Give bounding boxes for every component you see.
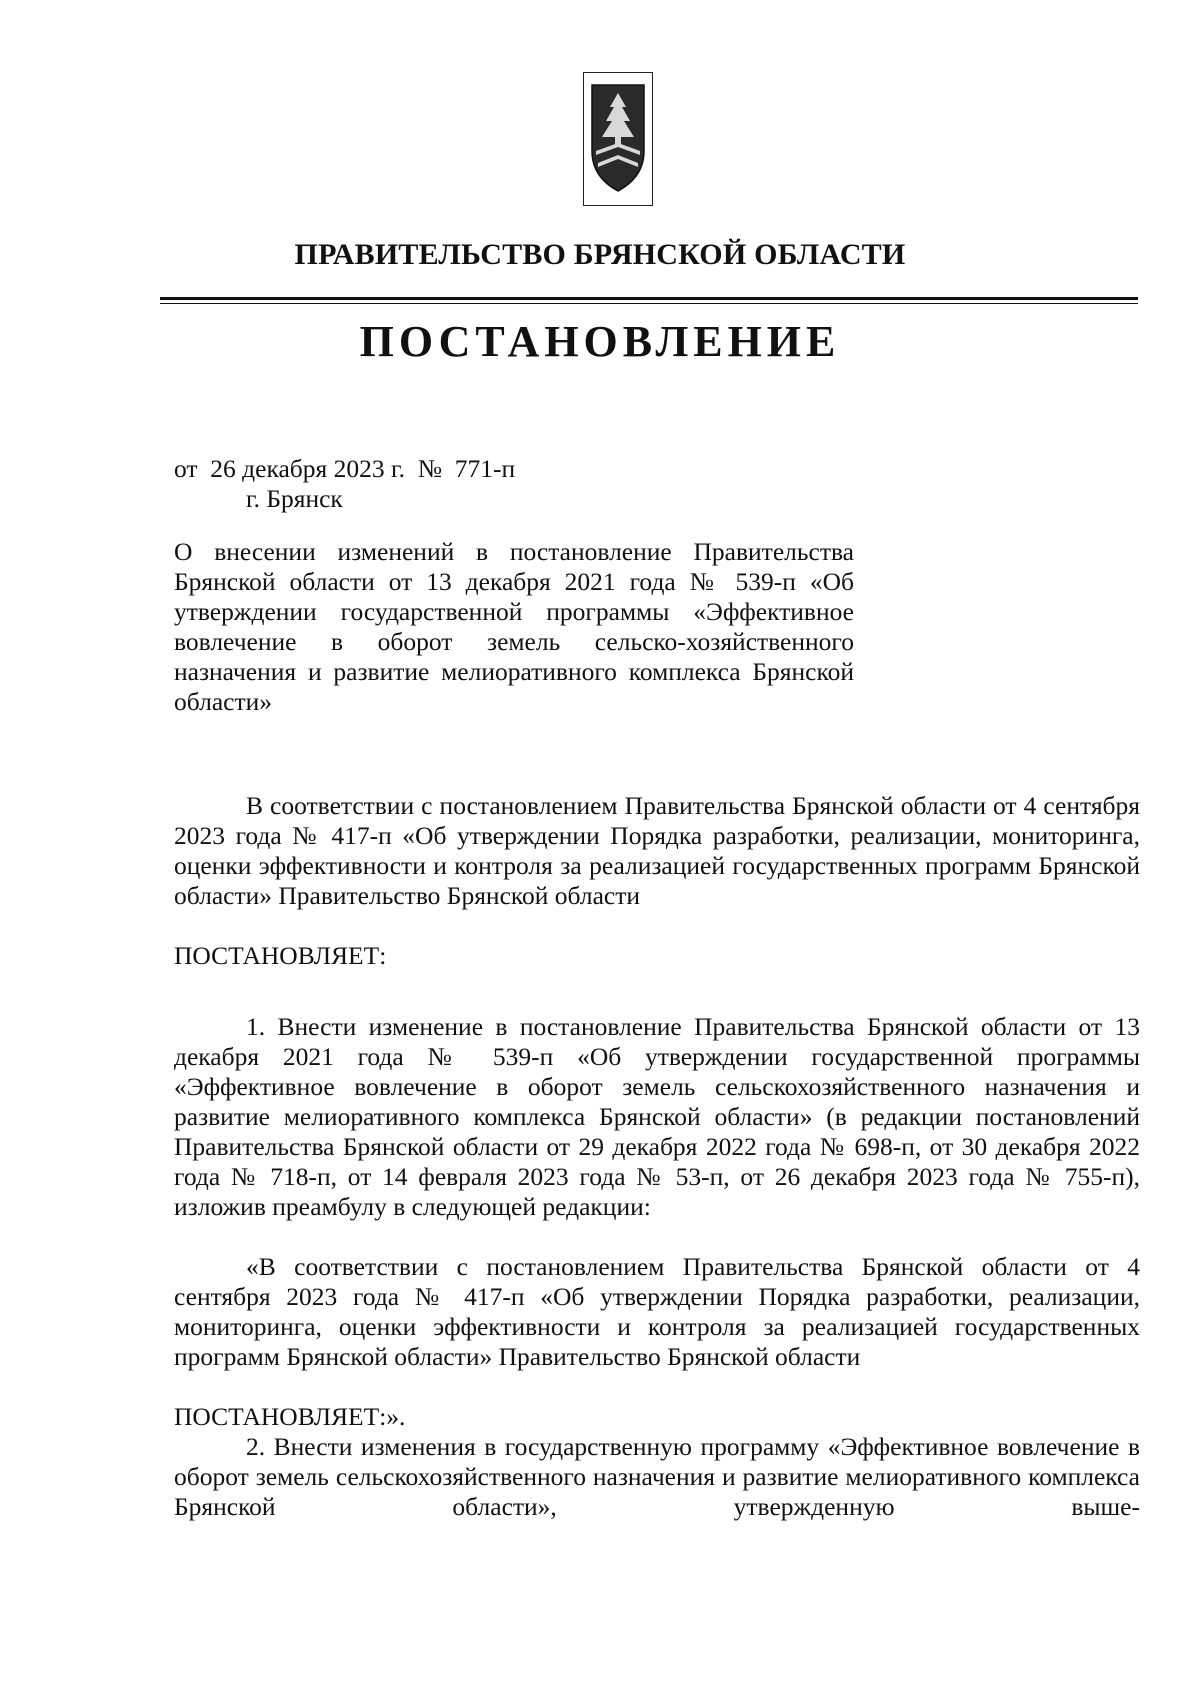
- city-line: г. Брянск: [246, 484, 343, 513]
- government-title: ПРАВИТЕЛЬСТВО БРЯНСКОЙ ОБЛАСТИ: [294, 238, 906, 271]
- quoted-resolves-heading: ПОСТАНОВЛЯЕТ:».: [174, 1402, 406, 1431]
- quoted-preamble-paragraph: «В соответствии с постановлением Правительства Брянской области от 4 сентября 2023 года № 417-п «Об утверждении Порядка разработки, реализации, мониторинга, оценки эффективности и контроля за реализацией государственных программ Брянской области» Правительство Брянской области: [174, 1252, 1140, 1371]
- preamble-paragraph: В соответствии с постановлением Правительства Брянской области от 4 сентября 2023 года № 417-п «Об утверждении Порядка разработки, реализации, мониторинга, оценки эффективности и контроля за реализацией государственных программ Брянской области» Правительство Брянской области: [174, 791, 1140, 910]
- item-2-paragraph: 2. Внести изменения в государственную программу «Эффективное вовлечение в оборот земель сельскохозяйственного назначения и развитие мелиоративного комплекса Брянской области», утвержденную выше-: [174, 1432, 1140, 1521]
- document-type-title: ПОСТАНОВЛЕНИЕ: [359, 317, 841, 366]
- document-subject: О внесении изменений в постановление Правительства Брянской области от 13 декабря 2021 года № 539-п «Об утверждении государственной программы «Эффективное вовлечение в оборот земель сельско-хозяйственного назначения и развитие мелиоративного комплекса Брянской области»: [174, 537, 854, 716]
- header-divider-thin: [160, 303, 1138, 304]
- header-divider-thick: [160, 297, 1138, 300]
- resolves-heading: ПОСТАНОВЛЯЕТ:: [174, 941, 387, 970]
- item-1-paragraph: 1. Внести изменение в постановление Правительства Брянской области от 13 декабря 2021 года № 539-п «Об утверждении государственной программы «Эффективное вовлечение в оборот земель сельскохозяйственного назначения и развитие мелиоративного комплекса Брянской области» (в редакции постановлений Правительства Брянской области от 29 декабря 2022 года № 698-п, от 30 декабря 2022 года № 718-п, от 14 февраля 2023 года № 53-п, от 26 декабря 2023 года № 755-п), изложив преамбулу в следующей редакции:: [174, 1012, 1140, 1221]
- date-number-line: от 26 декабря 2023 г. № 771-п: [174, 454, 516, 483]
- coat-of-arms-emblem: [583, 72, 653, 206]
- brynsk-coat-of-arms-icon: [588, 81, 648, 197]
